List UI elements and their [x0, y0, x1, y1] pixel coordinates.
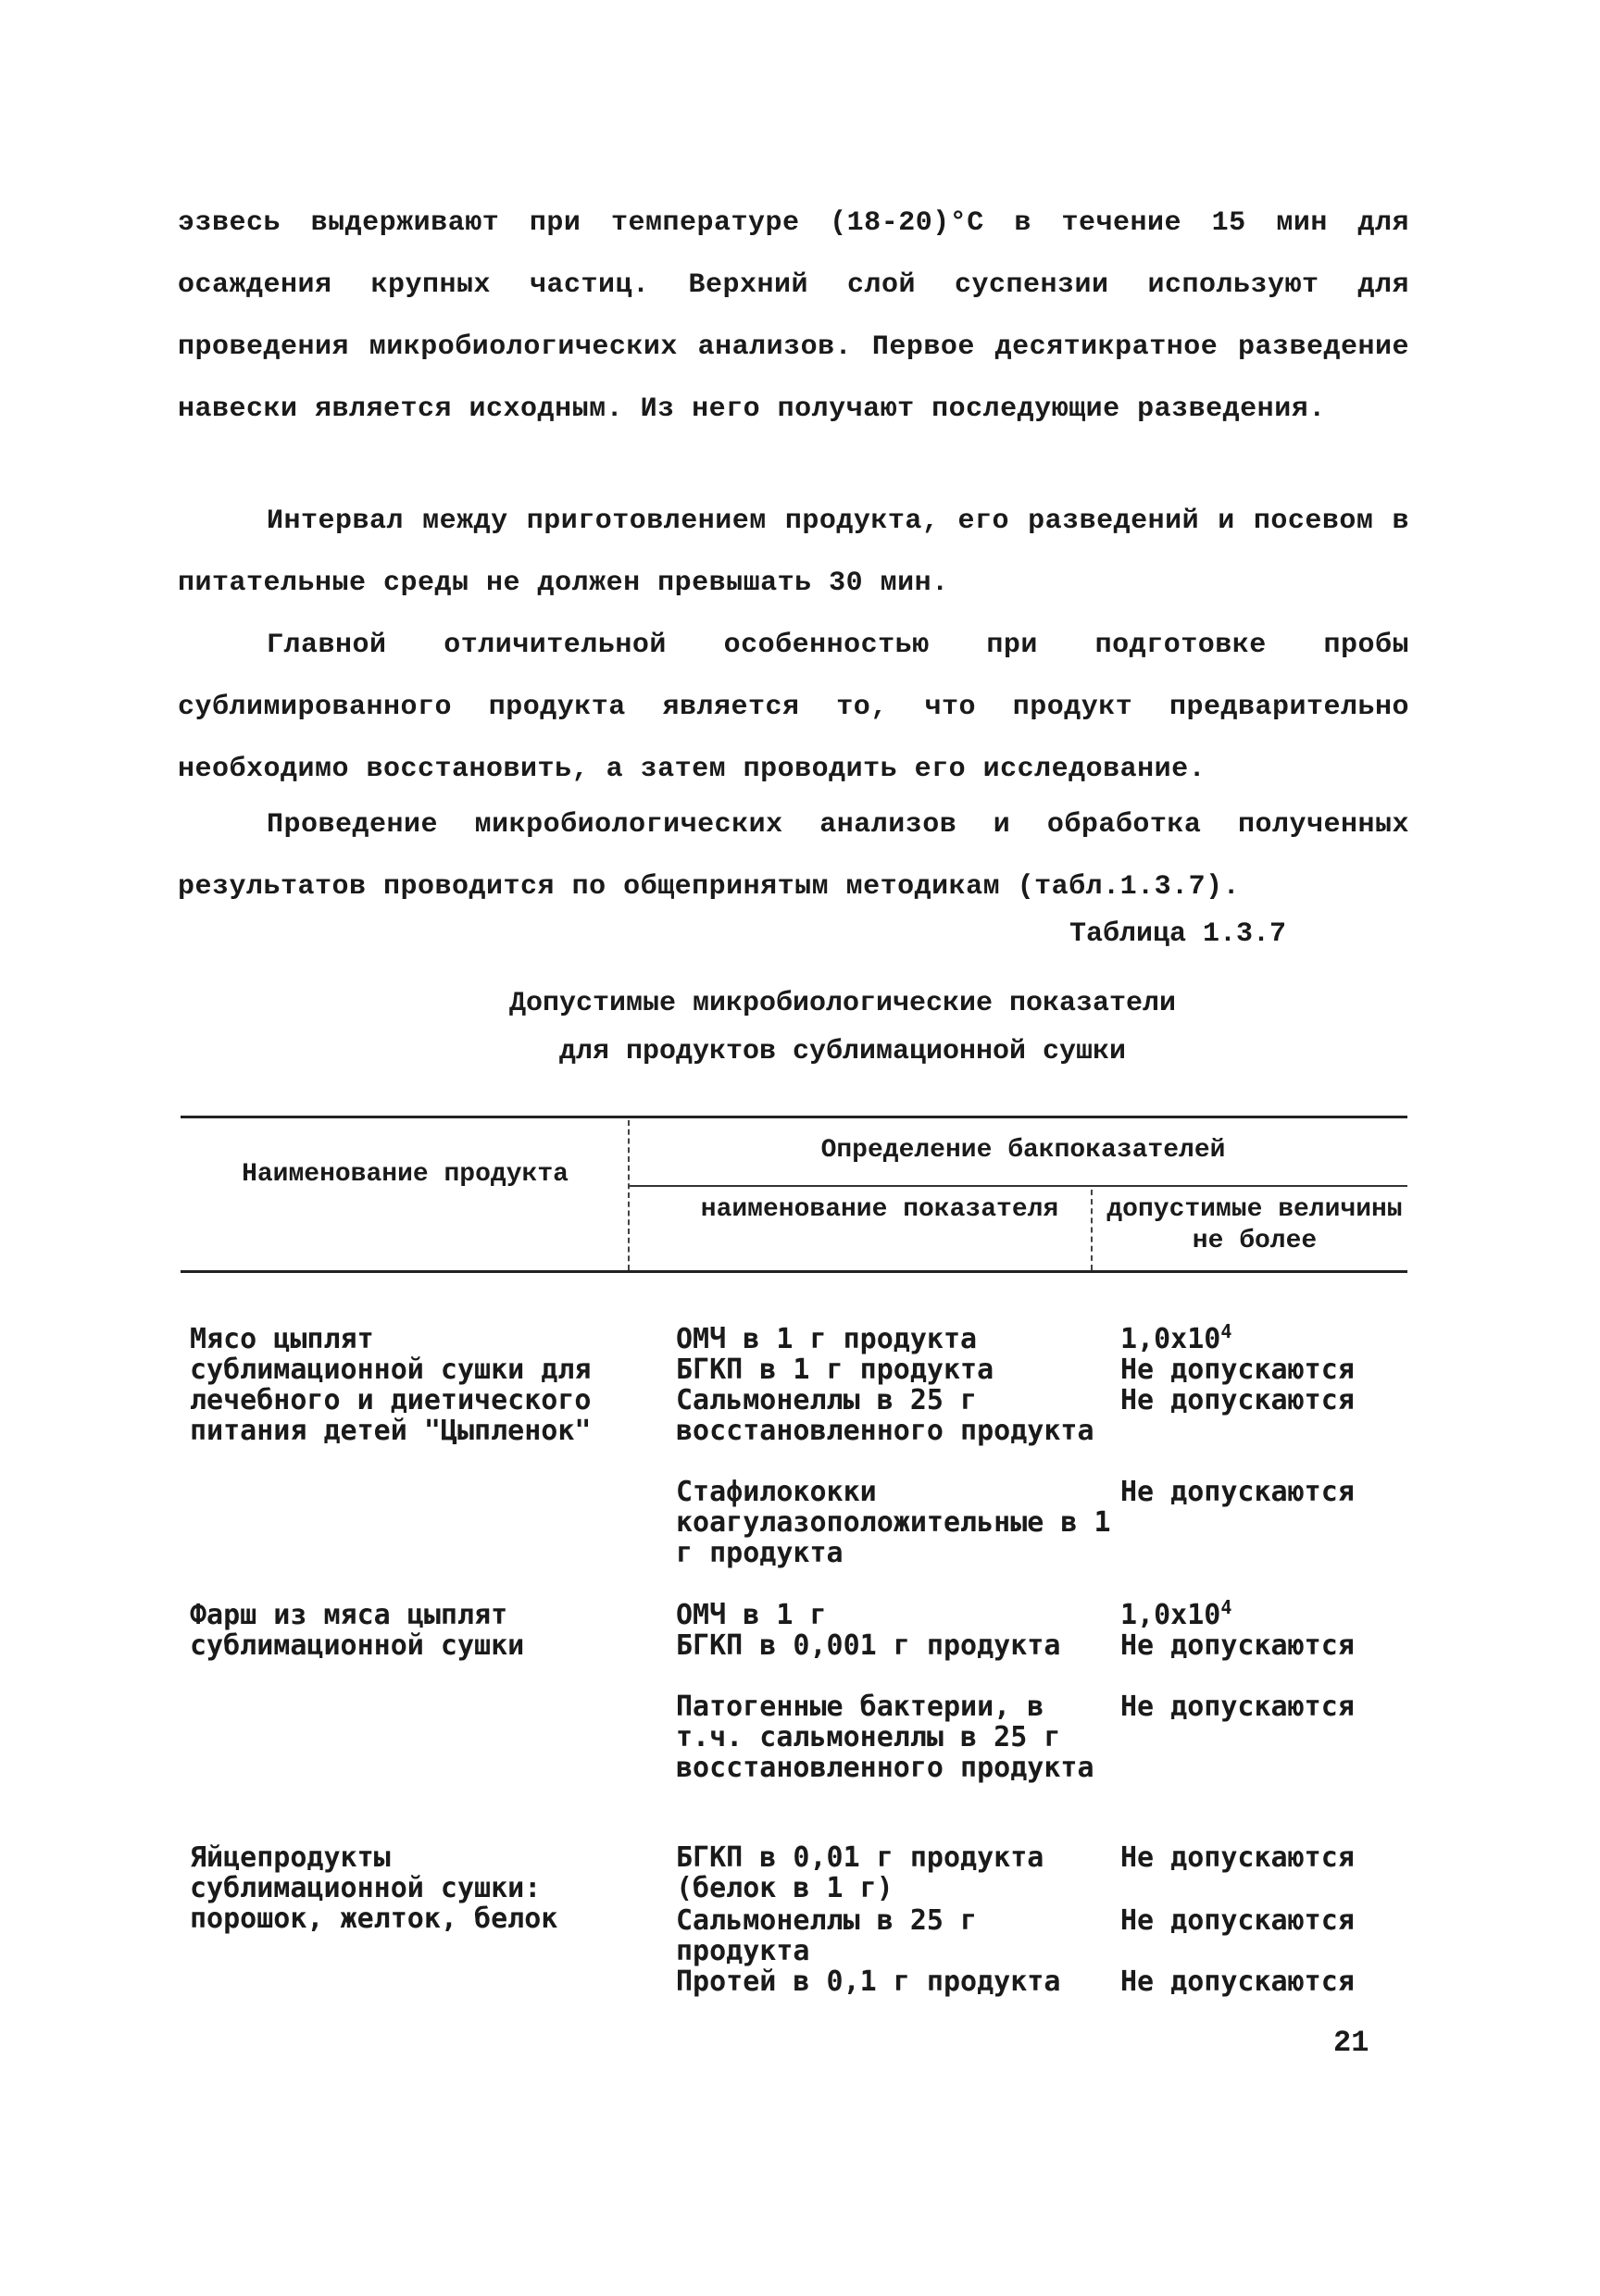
row1-limit-2: Не допускаются [1120, 1354, 1355, 1386]
caption-line-1: Допустимые микробиологические показатели [508, 988, 1177, 1019]
row1-indicator-2: БГКП в 1 г продукта [676, 1354, 994, 1386]
header-product: Наименование продукта [242, 1160, 569, 1189]
header-indicator: наименование показателя [700, 1195, 1059, 1224]
row3-limit-3: Не допускаются [1120, 1965, 1355, 1998]
table-number: Таблица 1.3.7 [1069, 918, 1287, 950]
row3-indicator-2: Сальмонеллы в 25 г продукта [676, 1904, 978, 1967]
header-divider-2 [1091, 1190, 1093, 1270]
paragraph-1: эзвесь выдерживают при температуре (18-20)°С в течение 15 мин для осаждения крупных частиц. Верхний слой суспензии используют для проведения микробиологических анализов. Первое десятикратное разведение навески является исходным. Из него получают последующие разведения. [178, 207, 1409, 425]
row1-limit-3: Не допускаются [1120, 1384, 1355, 1416]
header-bottom-rule [181, 1270, 1407, 1273]
row1-indicator-3: Сальмонеллы в 25 г восстановленного продукта [676, 1384, 1094, 1447]
row3-indicator-1: БГКП в 0,01 г продукта (белок в 1 г) [676, 1841, 1044, 1904]
paragraph-4: Проведение микробиологических анализов и обработка полученных результатов проводится по общепринятым методикам (табл.1.3.7). [178, 809, 1409, 903]
row2-indicator-2: БГКП в 0,001 г продукта [676, 1629, 1061, 1662]
paragraph-3: Главной отличительной особенностью при подготовке пробы сублимированного продукта является то, что продукт предварительно необходимо восстановить, а затем проводить его исследование. [178, 630, 1409, 785]
exponent: 4 [1220, 1596, 1232, 1618]
header-divider-1 [628, 1120, 630, 1270]
row2-product: Фарш из мяса цыплят сублимационной сушки [190, 1599, 525, 1662]
row1-limit-1: $1,0х10^4$ [1120, 1320, 1232, 1355]
row3-limit-1: Не допускаются [1120, 1841, 1355, 1874]
row1-indicator-1: ОМЧ в 1 г продукта [676, 1323, 978, 1355]
row2-limit-3: Не допускаются [1120, 1691, 1355, 1723]
header-limit: допустимые величины не более [1106, 1195, 1403, 1255]
row3-indicator-3: Протей в 0,1 г продукта [676, 1965, 1061, 1998]
header-group-rule [630, 1185, 1407, 1187]
table-caption [370, 980, 1315, 1076]
row1-product: Мясо цыплят сублимационной сушки для лечебного и диетического питания детей "Цыпленок" [190, 1323, 592, 1447]
page-number: 21 [1333, 2026, 1369, 2060]
caption-line-2: для продуктов сублимационной сушки [558, 1036, 1127, 1067]
paragraph-2: Интервал между приготовлением продукта, его разведений и посевом в питательные среды не должен превышать 30 мин. [178, 505, 1409, 599]
row2-indicator-3: Патогенные бактерии, в т.ч. сальмонеллы в 25 г восстановленного продукта [676, 1691, 1094, 1784]
table-top-rule [181, 1116, 1407, 1118]
exponent: 4 [1220, 1320, 1232, 1342]
row3-product: Яйцепродукты сублимационной сушки: порошок, желток, белок [190, 1841, 558, 1935]
row2-limit-2: Не допускаются [1120, 1629, 1355, 1662]
row2-indicator-1: ОМЧ в 1 г [676, 1599, 827, 1631]
row1-indicator-4: Стафилококки коагулазоположительные в 1 г продукта [676, 1476, 1111, 1569]
row3-limit-2: Не допускаются [1120, 1904, 1355, 1937]
row2-limit-1: $1,0х10^4$ [1120, 1596, 1232, 1631]
header-group: Определение бакпоказателей [820, 1136, 1226, 1165]
row1-limit-4: Не допускаются [1120, 1476, 1355, 1508]
